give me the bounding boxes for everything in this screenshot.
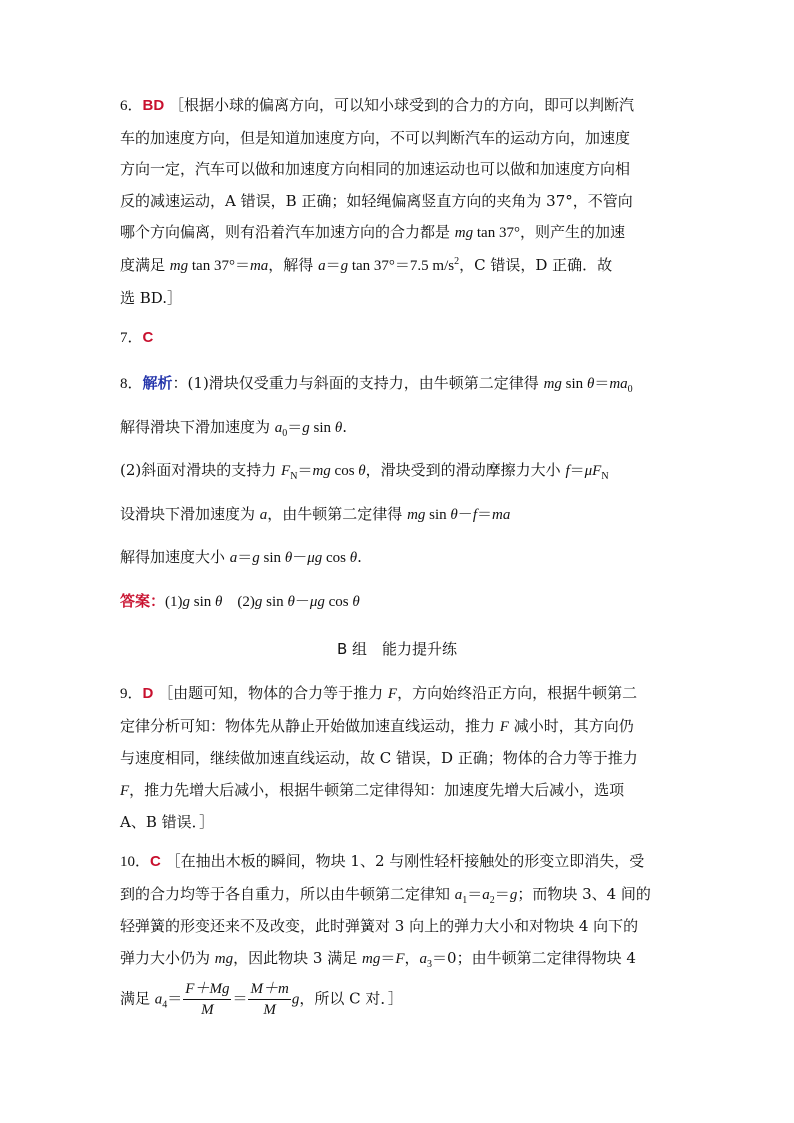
q9-line-4: F，推力先增大后减小，根据牛顿第二定律得知：加速度先增大后减小，选项 xyxy=(120,780,625,799)
q7-block: 7．C xyxy=(120,329,154,346)
q9-line-5: A、B 错误．］ xyxy=(120,813,215,832)
q9-line-1: 9．D ［由题可知，物体的合力等于推力 F，方向始终沿正方向，根据牛顿第二 xyxy=(120,684,638,702)
fraction-1: $\frac{F+Mg}{M}$ xyxy=(185,981,230,1019)
q8-line-2: 解得滑块下滑加速度为 $a_0=g$ sin θ. xyxy=(120,417,347,439)
q6-line-7: 选 BD.］ xyxy=(120,288,183,307)
q9-line-2: 定律分析可知：物体先从静止开始做加速直线运动，推力 F 减小时，其方向仍 xyxy=(120,716,634,735)
q9-line-3: 与速度相同，继续做加速直线运动，故 C 错误，D 正确；物体的合力等于推力 xyxy=(120,749,638,768)
fraction-2: $\frac{M+m}{M}$ xyxy=(250,981,289,1019)
q10-line-4: 弹力大小仍为 mg，因此物块 3 满足 mg＝F，$a_3=0$；由牛顿第二定律得物块 4 xyxy=(120,948,636,970)
q6-line-4: 反的减速运动，A 错误，B 正确；如轻绳偏离竖直方向的夹角为 37°，不管向 xyxy=(120,191,633,210)
q10-line-1: 10．C ［在抽出木板的瞬间，物块 1、2 与刚性轻杆接触处的形变立即消失，受 xyxy=(120,852,645,870)
q8-analysis-label: 解析 xyxy=(142,374,173,392)
q8-line-3: (2)斜面对滑块的支持力 $F_N=mg$ cos θ，滑块受到的滑动摩擦力大小 $f=\mu F_N$ xyxy=(120,461,609,483)
q8-line-5: 解得加速度大小 a＝g sin θ－μg cos θ. xyxy=(120,548,362,567)
q6-line-1: 6．BD ［根据小球的偏离方向，可以知小球受到的合力的方向，即可以判断汽 xyxy=(120,96,634,114)
q10-line-2: 到的合力均等于各自重力，所以由牛顿第二定律知 $a_1=a_2=g$；而物块 3、4 间的 xyxy=(120,884,651,906)
q10-block xyxy=(120,846,680,1020)
q8-line-4: 设滑块下滑加速度为 a，由牛顿第二定律得 mg sin θ－f＝ma xyxy=(120,504,511,523)
q10-answer: C xyxy=(150,853,161,870)
q8-answer-line: 答案：(1)g sin θ (2)g sin θ－μg cos θ xyxy=(120,591,360,610)
q8-line-1: 8．解析：(1)滑块仅受重力与斜面的支持力，由牛顿第二定律得 mg $\sin \theta=ma_0$ xyxy=(120,374,633,395)
q6-block xyxy=(120,90,680,314)
q9-answer: D xyxy=(142,685,154,702)
q6-line-5: 哪个方向偏离，则有沿着汽车加速方向的合力都是 mg tan 37°，则产生的加速 xyxy=(120,223,625,242)
section-heading: B 组 能力提升练 xyxy=(336,640,458,658)
q7-answer: C xyxy=(142,329,154,346)
q8-answer-label: 答案 xyxy=(120,592,151,610)
q6-answer: BD xyxy=(142,97,165,114)
q10-line-3: 轻弹簧的形变还来不及改变，此时弹簧对 3 向上的弹力大小和对物块 4 向下的 xyxy=(120,917,639,936)
q8-block xyxy=(120,368,680,619)
q10-line-5: 满足 $a_4=$ $\frac{F+Mg}{M}$ ＝ $\frac{M+m}{M}$ g，所以 C 对．］ xyxy=(120,981,403,1019)
q6-line-3: 方向一定，汽车可以做和加速度方向相同的加速运动也可以做和加速度方向相 xyxy=(120,160,631,179)
q6-line-6: 度满足 mg tan 37°＝ma，解得 a＝g tan 37°＝7.5 $m/s^2$，C 错误，D 正确．故 xyxy=(120,255,613,274)
q6-line-2: 车的加速度方向，但是知道加速度方向，不可以判断汽车的运动方向，加速度 xyxy=(120,128,631,147)
q9-block xyxy=(120,678,680,839)
